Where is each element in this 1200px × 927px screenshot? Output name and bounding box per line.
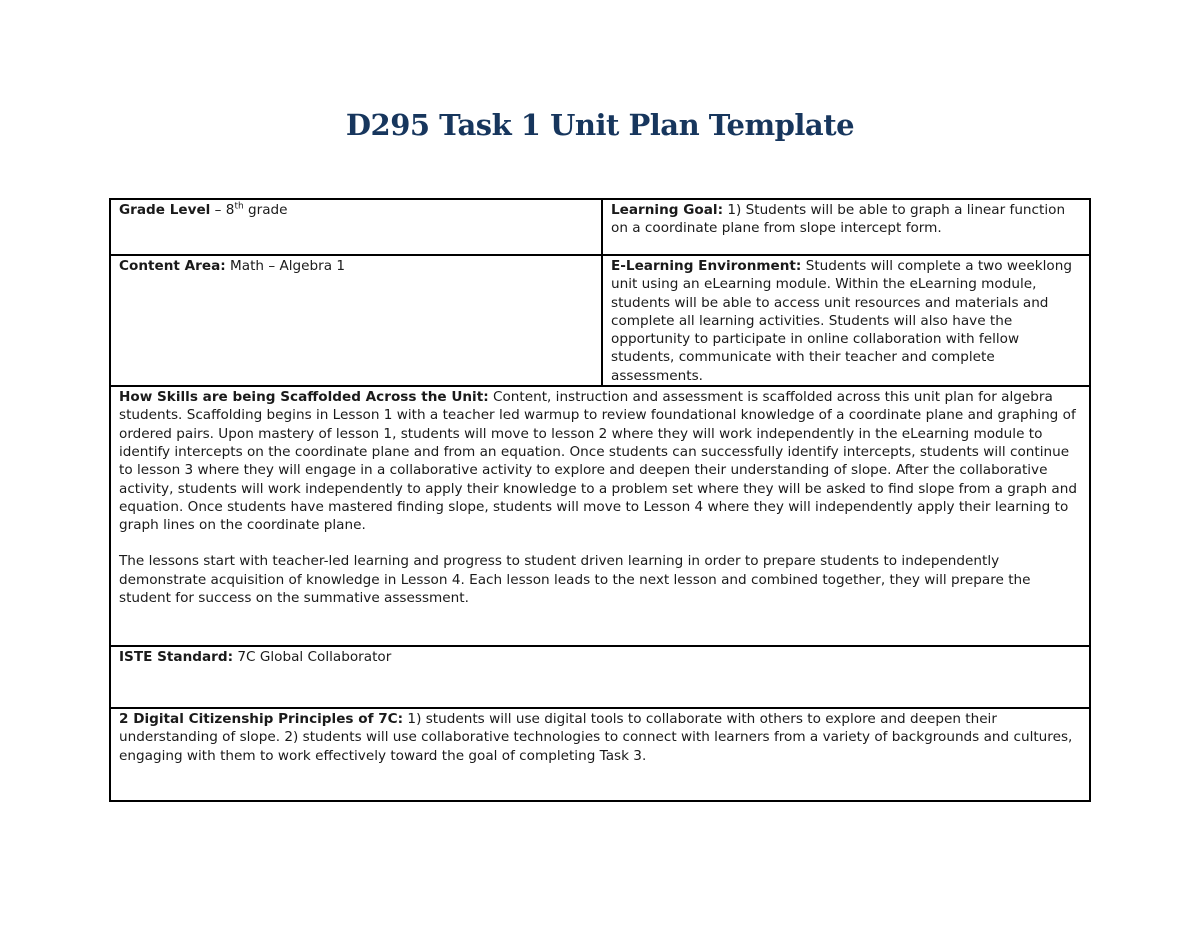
learning-goal-cell [602, 199, 1090, 255]
document-title: D295 Task 1 Unit Plan Template [345, 108, 855, 142]
elearning-environment-text: Students will complete a two weeklong unit using an eLearning module. Within the eLearning module, students will be able to access unit resources and materials and complete all learning activities. Students will also have the opportunity to participate in online collaboration with fellow students, communicate with their teacher and complete assessments. [611, 258, 1072, 384]
table-row [110, 199, 1090, 255]
content-area-label: Content Area: [119, 258, 226, 274]
scaffolding-paragraph: The lessons start with teacher-led learning and progress to student driven learning in order to prepare students to independently demonstrate acquisition of knowledge in Lesson 4. Each lesson leads to the next lesson and combined together, they will prepare the student for success on the summative assessment. [119, 553, 1031, 607]
table-row [110, 708, 1090, 801]
elearning-environment-label: E-Learning Environment: [611, 258, 802, 274]
scaffolding-label: How Skills are being Scaffolded Across the Unit: [119, 389, 489, 406]
scaffolding-text-1: Content, instruction and assessment is scaffolded across this unit plan for algebra students. Scaffolding begins in Lesson 1 with a teacher led warmup to review foundational knowledge of a coordinate plane and graphing of ordered pairs. Upon mastery of lesson 1, students will move to lesson 2 where they will work independently in the eLearning module to identify intercepts on the coordinate plane and from an equation. Once students can successfully identify intercepts, students will continue to lesson 3 where they will engage in a collaborative activity to explore and deepen their understanding of slope. After the collaborative activity, students will work independently to apply their knowledge to a problem set where they will be asked to find slope from a graph and equation. Once students have mastered finding slope, students will move to Lesson 4 where they will independently apply their learning to graph lines on the coordinate plane. [119, 389, 1077, 534]
digital-citizenship-cell [110, 708, 1090, 801]
grade-level-label: Grade Level [119, 202, 211, 218]
scaffolding-paragraph [119, 388, 1081, 534]
table-row [110, 255, 1090, 386]
grade-level-separator: – [210, 202, 226, 218]
learning-goal-text: 1) Students will be able to graph a linear function on a coordinate plane from slope intercept form. [611, 202, 1066, 237]
elearning-environment-cell [602, 255, 1090, 386]
digital-citizenship-label: 2 Digital Citizenship Principles of 7C: [119, 711, 404, 728]
grade-level-suffix: th [234, 201, 244, 212]
table-row [110, 646, 1090, 708]
grade-level-rest: grade [243, 202, 288, 218]
iste-standard-label: ISTE Standard: [119, 649, 234, 666]
learning-goal-label: Learning Goal: [611, 202, 724, 218]
grade-level-cell [110, 199, 602, 255]
grade-level-number: 8 [225, 202, 235, 218]
table-row [110, 386, 1090, 646]
iste-standard-text: 7C Global Collaborator [233, 649, 392, 666]
scaffolding-cell [110, 386, 1090, 646]
unit-plan-table [109, 198, 1091, 802]
content-area-cell [110, 255, 602, 386]
digital-citizenship-text: 1) students will use digital tools to collaborate with others to explore and deepen their understanding of slope. 2) students will use collaborative technologies to connect with learners from a variety of backgrounds and cultures, engaging with them to work effectively toward the goal of completing Task 3. [119, 711, 1073, 764]
content-area-text: Math – Algebra 1 [225, 258, 346, 274]
iste-standard-cell [110, 646, 1090, 708]
